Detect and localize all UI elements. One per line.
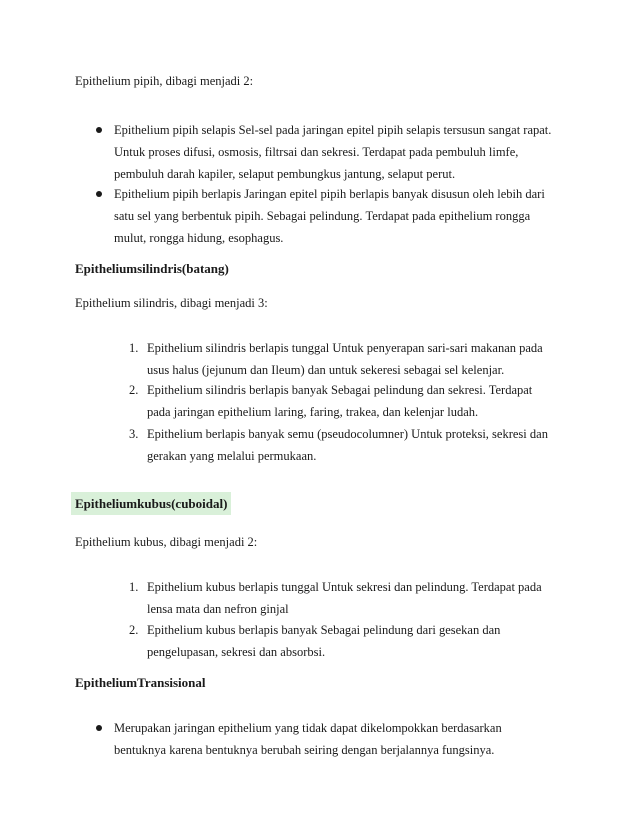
list-number: 1. <box>129 580 139 594</box>
intro-silindris: Epithelium silindris, dibagi menjadi 3: <box>75 296 268 310</box>
list-item-line: Epithelium pipih berlapis Jaringan epitel pipih berlapis banyak disusun oleh lebih dari <box>114 187 545 201</box>
list-number: 3. <box>129 427 139 441</box>
intro-kubus: Epithelium kubus, dibagi menjadi 2: <box>75 535 258 549</box>
list-item-line: Epithelium berlapis banyak semu (pseudocolumner) Untuk proteksi, sekresi dan <box>147 427 548 441</box>
heading-kubus: Epitheliumkubus(cuboidal) <box>71 492 231 515</box>
list-item-line: Epithelium pipih selapis Sel-sel pada jaringan epitel pipih selapis tersusun sangat rapat. <box>114 123 552 137</box>
bullet-icon <box>96 725 102 731</box>
list-item-line: gerakan yang melalui permukaan. <box>147 449 317 463</box>
list-item-line: satu sel yang berbentuk pipih. Sebagai pelindung. Terdapat pada epithelium rongga <box>114 209 531 223</box>
list-item-line: usus halus (jejunum dan Ileum) dan untuk sekeresi sebagai sel kelenjar. <box>147 363 505 377</box>
list-item-line: Epithelium kubus berlapis tunggal Untuk sekresi dan pelindung. Terdapat pada <box>147 580 542 594</box>
list-item-line: pembuluh darah kapiler, selaput pembungkus jantung, selaput perut. <box>114 167 456 181</box>
list-number: 1. <box>129 341 139 355</box>
list-item-line: mulut, rongga hidung, esophagus. <box>114 231 284 245</box>
list-item-line: Epithelium kubus berlapis banyak Sebagai pelindung dari gesekan dan <box>147 623 501 637</box>
heading-silindris: Epitheliumsilindris(batang) <box>75 261 229 276</box>
list-number: 2. <box>129 623 139 637</box>
list-item-line: lensa mata dan nefron ginjal <box>147 602 289 616</box>
intro-pipih: Epithelium pipih, dibagi menjadi 2: <box>75 74 254 88</box>
heading-transisional: EpitheliumTransisional <box>75 675 206 690</box>
bullet-icon <box>96 127 102 133</box>
list-item-line: bentuknya karena bentuknya berubah seiring dengan berjalannya fungsinya. <box>114 743 495 757</box>
list-item-line: pengelupasan, sekresi dan absorbsi. <box>147 645 326 659</box>
list-item-line: Merupakan jaringan epithelium yang tidak dapat dikelompokkan berdasarkan <box>114 721 502 735</box>
list-item-line: pada jaringan epithelium laring, faring, trakea, dan kelenjar ludah. <box>147 405 479 419</box>
bullet-icon <box>96 191 102 197</box>
list-item-line: Untuk proses difusi, osmosis, filtrsai dan sekresi. Terdapat pada pembuluh limfe, <box>114 145 519 159</box>
list-item-line: Epithelium silindris berlapis banyak Sebagai pelindung dan sekresi. Terdapat <box>147 383 533 397</box>
list-item-line: Epithelium silindris berlapis tunggal Untuk penyerapan sari-sari makanan pada <box>147 341 543 355</box>
list-number: 2. <box>129 383 139 397</box>
